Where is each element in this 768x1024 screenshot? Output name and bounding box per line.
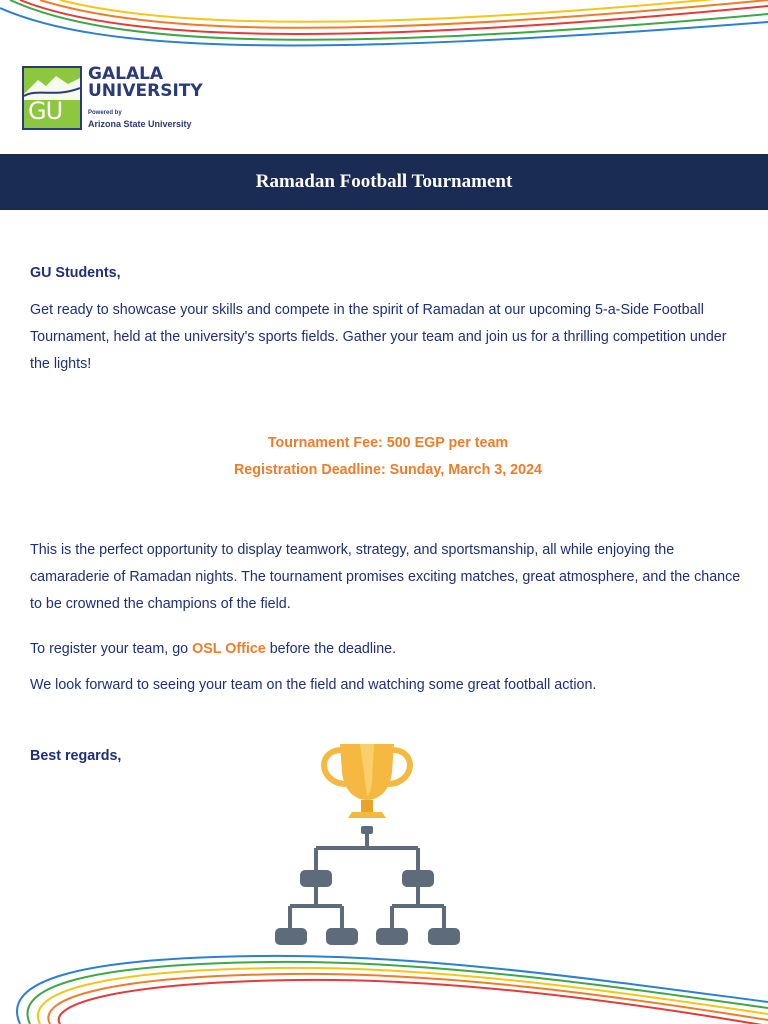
signoff: Best regards, (30, 748, 122, 764)
bottom-swoosh-decoration-icon (0, 940, 768, 1024)
greeting: GU Students, (30, 265, 121, 281)
logo-monogram: GU (28, 97, 63, 125)
registration-instructions (30, 636, 746, 663)
university-logo (22, 66, 222, 136)
trophy-bracket-icon (272, 742, 462, 950)
logo-name-line1: GALALA (88, 64, 164, 84)
tournament-fee: Tournament Fee: 500 EGP per team (267, 435, 509, 451)
logo-powered-by: Powered by (88, 110, 122, 116)
details-paragraph: This is the perfect opportunity to display teamwork, strategy, and sportsmanship, all while enjoying the camaraderie of Ramadan nights. The tournament promises exciting matches, great atmosphere, and the chance to be crowned the champions of the field. (30, 542, 741, 612)
register-suffix: before the deadline. (265, 641, 397, 657)
page-title: Ramadan Football Tournament (255, 171, 513, 192)
register-prefix: To register your team, go (30, 641, 193, 657)
intro-paragraph: Get ready to showcase your skills and compete in the spirit of Ramadan at our upcoming 5-a-Side Football Tournament, held at the university's sports fields. Gather your team and join us for a thrilling competition under the lights! (30, 302, 727, 372)
title-banner (0, 154, 768, 210)
trophy-icon (324, 744, 410, 818)
logo-name-line2: UNIVERSITY (88, 81, 203, 101)
mountain-icon (24, 70, 80, 100)
logo-emblem (22, 66, 82, 130)
registration-deadline: Registration Deadline: Sunday, March 3, 2024 (233, 462, 542, 478)
closing-line: We look forward to seeing your team on the field and watching some great football action. (30, 677, 597, 693)
logo-partner: Arizona State University (88, 119, 192, 129)
osl-office-link: OSL Office (192, 641, 266, 657)
logo-wordmark (88, 66, 203, 100)
top-swoosh-decoration-icon (0, 0, 768, 60)
